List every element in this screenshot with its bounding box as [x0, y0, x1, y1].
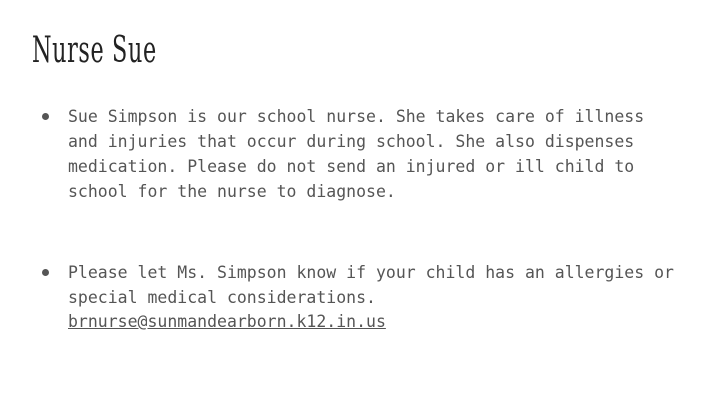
bullet-text: Sue Simpson is our school nurse. She takes care of illness and injuries that occur during school. She also dispenses medication. Please do not send an injured or ill child to school for the nurse to diagnose. [68, 107, 645, 201]
nurse-email-link[interactable]: brnurse@sunmandearborn.k12.in.us [68, 312, 386, 331]
bullet-text: Please let Ms. Simpson know if your child has an allergies or special medical considerations. [68, 263, 674, 307]
slide-title: Nurse Sue [32, 30, 157, 71]
bullet-item-nurse-intro [42, 104, 682, 204]
bullet-list [42, 104, 682, 310]
bullet-dot-icon [42, 269, 49, 276]
bullet-dot-icon [42, 113, 49, 120]
bullet-item-allergies [42, 260, 682, 310]
